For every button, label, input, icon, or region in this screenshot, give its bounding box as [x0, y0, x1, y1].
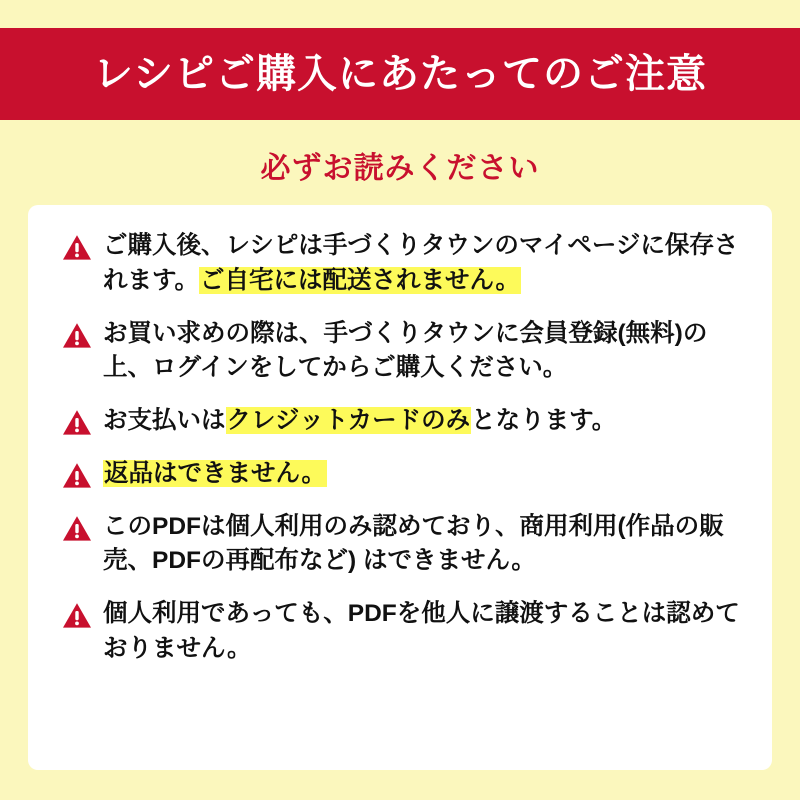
warning-triangle-icon [62, 515, 92, 542]
highlighted-text: ご自宅には配送されません。 [200, 266, 521, 294]
plain-text: このPDFは個人利用のみ認めており、商用利用(作品の販売、PDFの再配布など) はできません。 [103, 512, 724, 575]
notice-text [103, 229, 746, 299]
highlighted-text: クレジットカードのみ [226, 407, 471, 435]
warning-triangle-icon [62, 462, 92, 489]
plain-text: ご購入後、レシピは手づくりタウンのマイページに保存されます。 [103, 232, 739, 294]
notice-text [103, 510, 746, 580]
notice-item [54, 597, 746, 667]
plain-text: お買い求めの際は、手づくりタウンに会員登録(無料)の上、ログインをしてからご購入ください。 [103, 319, 708, 382]
warning-triangle-icon [62, 602, 92, 629]
notice-item [54, 404, 746, 439]
notice-item [54, 510, 746, 580]
warning-triangle-icon [62, 234, 92, 261]
page-title: レシピご購入にあたってのご注意 [93, 52, 707, 96]
notice-text [103, 457, 327, 492]
notice-text [103, 597, 746, 667]
notice-item [54, 229, 746, 299]
plain-text: お支払いは [103, 407, 226, 435]
notice-list [54, 229, 746, 667]
notice-text [103, 404, 616, 439]
subheading: 必ずお読みください [260, 152, 540, 185]
warning-triangle-icon [62, 322, 92, 349]
plain-text: 個人利用であっても、PDFを他人に譲渡することは認めておりません。 [103, 600, 740, 663]
banner [0, 28, 800, 120]
notice-item [54, 457, 746, 492]
warning-triangle-icon [62, 409, 92, 436]
notice-card [28, 205, 772, 770]
notice-item [54, 317, 746, 387]
highlighted-text: 返品はできません。 [104, 459, 326, 487]
plain-text: となります。 [471, 407, 617, 435]
notice-text [103, 317, 746, 387]
